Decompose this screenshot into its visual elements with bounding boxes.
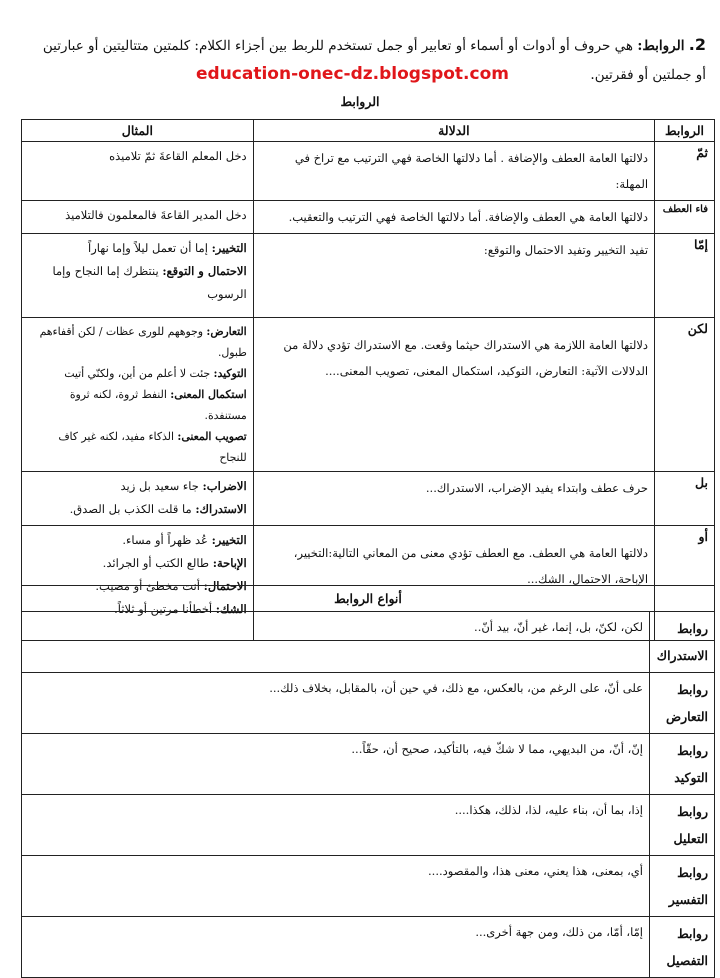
type-list: إنّ، أنّ، من البديهي، مما لا شكّ فيه، بالتأكيد، صحيح أن، حقّاً...	[22, 734, 650, 795]
type-list: أي، بمعنى، هذا يعني، معنى هذا، والمقصود....	[22, 856, 650, 917]
example-line	[28, 384, 247, 426]
example-text: جاء سعيد بل زيد	[120, 479, 199, 493]
example-cell	[22, 472, 254, 526]
example-text: طالع الكتب أو الجرائد.	[102, 556, 210, 570]
example-text: وجوههم للورى عظات / لكن أقفاءهم طبول.	[39, 325, 247, 359]
connector-cell: بل	[655, 472, 715, 526]
table-row	[22, 201, 715, 234]
example-label: التخيير:	[211, 533, 247, 547]
type-list: إمّا، أمّا، من ذلك، ومن جهة أخرى...	[22, 917, 650, 978]
example-label: التخيير:	[211, 241, 247, 255]
type-name: روابط الاستدراك	[650, 612, 715, 673]
example-line	[28, 529, 247, 552]
table-row	[22, 234, 715, 318]
example-text: ينتظرك إما النجاح وإما الرسوب	[52, 264, 247, 301]
connectors-table	[21, 119, 715, 641]
example-text: جئت لا أعلم من أين، ولكنّي أتيت	[64, 367, 211, 380]
example-text: دخل المدير القاعةَ فالمعلمون فالتلاميذ	[65, 208, 247, 222]
connector-cell: إمّا	[655, 234, 715, 318]
table-row	[22, 472, 715, 526]
example-cell	[22, 201, 254, 234]
example-line	[28, 363, 247, 384]
example-label: التوكيد:	[213, 367, 247, 380]
meaning-cell: دلالتها العامة هي العطف والإضافة. أما دلالتها الخاصة فهي الترتيب والتعقيب.	[253, 201, 654, 234]
header-example: المثال	[22, 120, 254, 142]
connector-cell: أو	[655, 526, 715, 641]
example-cell	[22, 142, 254, 201]
meaning-cell: حرف عطف وابتداء يفيد الإضراب، الاستدراك...	[253, 472, 654, 526]
example-line	[28, 204, 247, 227]
connector-types-table	[21, 585, 715, 978]
table-caption: الروابط	[340, 94, 380, 109]
types-row	[22, 734, 715, 795]
type-list: على أنّ، على الرغم من، بالعكس، مع ذلك، في حين أن، بالمقابل، بخلاف ذلك...	[22, 673, 650, 734]
example-cell	[22, 234, 254, 318]
types-row	[22, 673, 715, 734]
table-row	[22, 142, 715, 201]
meaning-cell: دلالتها العامة العطف والإضافة . أما دلالتها الخاصة فهي الترتيب مع تراخ في المهلة:	[253, 142, 654, 201]
type-name: روابط التفسير	[650, 856, 715, 917]
example-text: النفط ثروة، لكنه ثروة مستنفدة.	[69, 388, 247, 422]
example-line	[28, 145, 247, 168]
example-label: الاضراب:	[202, 479, 247, 493]
meaning-cell: دلالتها العامة اللازمة هي الاستدراك حيثما وقعت. مع الاستدراك تؤدي دلالة من الدلالات الآتية: التعارض، التوكيد، استكمال المعنى، تصويب المعنى....	[253, 318, 654, 472]
watermark-url: education-onec-dz.blogspot.com	[196, 64, 509, 84]
example-line	[28, 237, 247, 260]
example-text: أنت مخطئ أو مصيب.	[95, 579, 200, 593]
connector-cell: ثمّ	[655, 142, 715, 201]
intro-definition: هي حروف أو أدوات أو أسماء أو تعابير أو جمل تستخدم للربط بين أجزاء الكلام: كلمتين متتاليتين أو عبارتين أو جملتين أو فقرتين.	[42, 38, 706, 83]
example-cell	[22, 318, 254, 472]
example-label: التعارض:	[206, 325, 247, 338]
types-row	[22, 612, 715, 673]
intro-term: الروابط:	[637, 38, 685, 54]
types-row	[22, 917, 715, 978]
example-line	[28, 260, 247, 306]
type-name: روابط التعارض	[650, 673, 715, 734]
example-label: تصويب المعنى:	[177, 430, 247, 443]
types-row	[22, 856, 715, 917]
connector-cell: فاء العطف	[655, 201, 715, 234]
item-number: 2.	[688, 35, 706, 54]
example-text: ما قلت الكذب بل الصدق.	[69, 502, 192, 516]
example-label: الشك:	[215, 602, 247, 616]
example-label: الاحتمال و التوقع:	[162, 264, 247, 278]
header-meaning: الدلالة	[253, 120, 654, 142]
example-line	[28, 426, 247, 468]
types-title: أنواع الروابط	[22, 586, 715, 612]
type-name: روابط التوكيد	[650, 734, 715, 795]
example-label: الاحتمال:	[203, 579, 247, 593]
example-label: استكمال المعنى:	[170, 388, 247, 401]
example-line	[28, 498, 247, 521]
type-name: روابط التفصيل	[650, 917, 715, 978]
example-text: دخل المعلم القاعةَ ثمّ تلاميذه	[109, 149, 247, 163]
example-text: الذكاء مفيد، لكنه غير كاف للنجاح	[58, 430, 247, 464]
header-connector: الروابط	[655, 120, 715, 142]
type-list: لكن، لكنّ، بل، إنما، غير أنّ، بيد أنّ..	[22, 612, 650, 673]
table-header-row	[22, 120, 715, 142]
type-name: روابط التعليل	[650, 795, 715, 856]
meaning-cell: دلالتها العامة هي العطف. مع العطف تؤدي معنى من المعاني التالية:التخيير، الإباحة، الاحتمال، الشك...	[253, 526, 654, 641]
type-list: إذا، بما أن، بناء عليه، لذا، لذلك، هكذا....	[22, 795, 650, 856]
example-text: عُد ظهراً أو مساء.	[122, 533, 208, 547]
example-line	[28, 552, 247, 575]
example-label: الاستدراك:	[195, 502, 247, 516]
example-label: الإباحة:	[212, 556, 247, 570]
meaning-cell: تفيد التخيير وتفيد الاحتمال والتوقع:	[253, 234, 654, 318]
example-line	[28, 321, 247, 363]
example-line	[28, 475, 247, 498]
example-text: أخطأنا مرتين أو ثلاثاً.	[114, 602, 213, 616]
types-title-row	[22, 586, 715, 612]
types-row	[22, 795, 715, 856]
connector-cell: لكن	[655, 318, 715, 472]
table-row	[22, 318, 715, 472]
example-text: إما أن تعمل ليلاً وإما نهاراً	[88, 241, 208, 255]
